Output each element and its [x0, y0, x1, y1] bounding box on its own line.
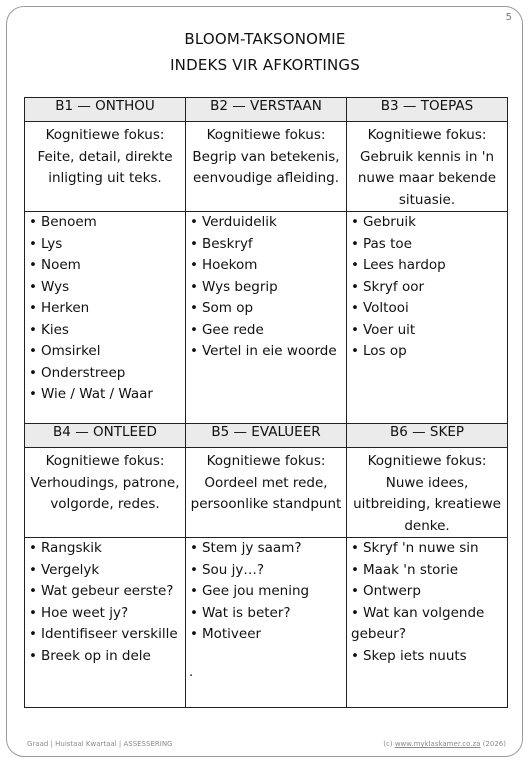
list-item: • Onderstreep [29, 363, 182, 385]
focus-b1: Kognitiewe fokus: Feite, detail, direkte inligting uit teks. [25, 122, 186, 212]
list-item: • Skep iets nuuts [351, 646, 504, 668]
verbs-b2 [186, 212, 347, 424]
list-item: • Vertel in eie woorde [190, 341, 343, 363]
table-row-headings-top [25, 98, 508, 122]
list-item: • Voer uit [351, 320, 504, 342]
list-item: • Rangskik [29, 538, 182, 560]
list-item: • Vergelyk [29, 560, 182, 582]
level-heading-b6: B6 — SKEP [347, 424, 508, 448]
stray-mark: . [189, 665, 194, 680]
bloom-table [24, 97, 508, 708]
list-item: • Motiveer [190, 624, 343, 646]
table-row-lists-bottom [25, 538, 508, 708]
table-row-headings-bottom [25, 424, 508, 448]
list-item: • Wie / Wat / Waar [29, 384, 182, 406]
list-item: • Som op [190, 298, 343, 320]
focus-b4: Kognitiewe fokus: Verhoudings, patrone, volgorde, redes. [25, 448, 186, 538]
level-heading-b1: B1 — ONTHOU [25, 98, 186, 122]
footer-left: Graad | Huistaal Kwartaal | ASSESSERING [27, 740, 173, 748]
list-item: • Wys begrip [190, 277, 343, 299]
list-item: • Gee rede [190, 320, 343, 342]
list-item: • Ontwerp [351, 581, 504, 603]
list-item: • Pas toe [351, 234, 504, 256]
list-item: • Omsirkel [29, 341, 182, 363]
list-item: • Identifiseer verskille [29, 624, 182, 646]
footer-right [383, 740, 506, 748]
list-item: • Wat is beter? [190, 603, 343, 625]
copyright-mark: (c) [383, 740, 393, 748]
verbs-b6 [347, 538, 508, 708]
focus-b3: Kognitiewe fokus: Gebruik kennis in 'n nuwe maar bekende situasie. [347, 122, 508, 212]
page-title: BLOOM-TAKSONOMIE [184, 30, 346, 48]
list-item: • Los op [351, 341, 504, 363]
list-item: • Kies [29, 320, 182, 342]
list-item: • Stem jy saam? [190, 538, 343, 560]
list-item: • Lees hardop [351, 255, 504, 277]
verbs-b3 [347, 212, 508, 424]
table-row-lists-top [25, 212, 508, 424]
focus-b6: Kognitiewe fokus: Nuwe idees, uitbreiding, kreatiewe denke. [347, 448, 508, 538]
list-item: • Sou jy…? [190, 560, 343, 582]
website-link[interactable]: www.myklaskamer.co.za [394, 740, 481, 748]
list-item: • Hoekom [190, 255, 343, 277]
page-subtitle: INDEKS VIR AFKORTINGS [170, 56, 360, 74]
list-item: • Wat kan volgende gebeur? [351, 603, 504, 646]
footer-year: (2026) [482, 740, 506, 748]
list-item: • Wat gebeur eerste? [29, 581, 182, 603]
list-item: • Verduidelik [190, 212, 343, 234]
level-heading-b5: B5 — EVALUEER [186, 424, 347, 448]
verbs-b4 [25, 538, 186, 708]
list-item: • Noem [29, 255, 182, 277]
list-item: • Gebruik [351, 212, 504, 234]
list-item: • Hoe weet jy? [29, 603, 182, 625]
list-item: • Gee jou mening [190, 581, 343, 603]
level-heading-b4: B4 — ONTLEED [25, 424, 186, 448]
page-number: 5 [505, 12, 512, 23]
level-heading-b3: B3 — TOEPAS [347, 98, 508, 122]
focus-b2: Kognitiewe fokus: Begrip van betekenis, eenvoudige afleiding. [186, 122, 347, 212]
list-item: • Wys [29, 277, 182, 299]
list-item: • Breek op in dele [29, 646, 182, 668]
list-item: • Maak 'n storie [351, 560, 504, 582]
list-item: • Lys [29, 234, 182, 256]
list-item: • Herken [29, 298, 182, 320]
list-item: • Skryf oor [351, 277, 504, 299]
list-item: • Skryf 'n nuwe sin [351, 538, 504, 560]
verbs-b1 [25, 212, 186, 424]
focus-b5: Kognitiewe fokus: Oordeel met rede, persoonlike standpunt [186, 448, 347, 538]
verbs-b5 [186, 538, 347, 708]
table-row-focus-top [25, 122, 508, 212]
level-heading-b2: B2 — VERSTAAN [186, 98, 347, 122]
table-row-focus-bottom [25, 448, 508, 538]
list-item: • Voltooi [351, 298, 504, 320]
list-item: • Beskryf [190, 234, 343, 256]
list-item: • Benoem [29, 212, 182, 234]
